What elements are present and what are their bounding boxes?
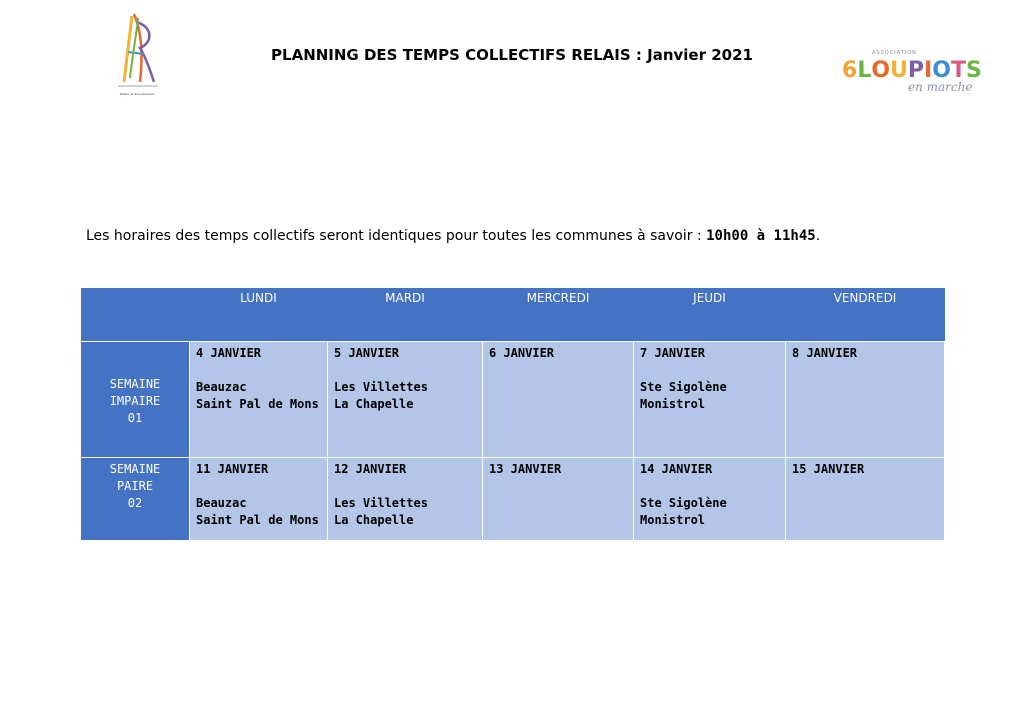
column-header-mercredi: MERCREDI — [483, 288, 634, 342]
day-date: 13 JANVIER — [489, 462, 562, 476]
day-cell — [328, 458, 483, 541]
relais-logo-caption: Relais de Sous Sichaux — [120, 92, 155, 96]
column-header-mardi: MARDI — [328, 288, 483, 342]
day-date: 6 JANVIER — [489, 346, 555, 360]
day-date: 15 JANVIER — [792, 462, 865, 476]
week-label: 02 — [127, 496, 143, 510]
day-date: 7 JANVIER — [640, 346, 706, 360]
week-label-cell — [81, 458, 190, 541]
location-name: Ste Sigolène — [640, 496, 727, 510]
loupiots-logo-small: ASSOCIATION — [872, 50, 917, 56]
week-label: IMPAIRE — [109, 394, 161, 408]
table-header-row — [81, 288, 945, 342]
day-cell — [190, 342, 328, 458]
day-cell — [786, 458, 945, 541]
day-cell — [483, 342, 634, 458]
loupiots-logo-sub: en marche — [908, 80, 973, 94]
brand-letter: O — [932, 58, 951, 83]
column-header-jeudi: JEUDI — [634, 288, 786, 342]
location-name: La Chapelle — [334, 513, 414, 527]
week-label: 01 — [127, 411, 143, 425]
brand-letter: I — [924, 58, 933, 83]
location-name: Les Villettes — [334, 496, 428, 510]
week-label: PAIRE — [116, 479, 154, 493]
location-name: Saint Pal de Mons — [196, 513, 319, 527]
brand-letter: 6 — [842, 58, 858, 83]
day-date: 8 JANVIER — [792, 346, 858, 360]
day-date: 5 JANVIER — [334, 346, 400, 360]
location-name: Beauzac — [196, 380, 247, 394]
day-date: 4 JANVIER — [196, 346, 262, 360]
location-name: Beauzac — [196, 496, 247, 510]
brand-letter: T — [950, 58, 966, 83]
day-date: 12 JANVIER — [334, 462, 407, 476]
day-cell — [634, 458, 786, 541]
column-header — [81, 288, 190, 342]
location-name: La Chapelle — [334, 397, 414, 411]
intro-hours: 10h00 à 11h45 — [706, 228, 816, 244]
column-header-vendredi: VENDREDI — [786, 288, 945, 342]
location-name: Ste Sigolène — [640, 380, 727, 394]
location-name: Monistrol — [640, 513, 706, 527]
day-cell — [328, 342, 483, 458]
day-cell — [634, 342, 786, 458]
table-row — [81, 342, 945, 458]
brand-letter: U — [890, 58, 908, 83]
day-cell — [483, 458, 634, 541]
day-date: 14 JANVIER — [640, 462, 713, 476]
brand-letter: P — [907, 58, 925, 83]
brand-letter: O — [871, 58, 891, 83]
brand-letter: S — [965, 58, 982, 83]
intro-text — [86, 228, 820, 244]
intro-sentence: Les horaires des temps collectifs seront identiques pour toutes les communes à savoir : — [86, 228, 707, 244]
day-date: 11 JANVIER — [196, 462, 269, 476]
day-cell — [190, 458, 328, 541]
intro-end: . — [815, 228, 821, 244]
table-row — [81, 458, 945, 541]
location-name: Les Villettes — [334, 380, 428, 394]
day-cell — [786, 342, 945, 458]
week-label: SEMAINE — [109, 377, 161, 391]
week-label-cell — [81, 342, 190, 458]
brand-letter: L — [857, 58, 872, 83]
location-name: Monistrol — [640, 397, 706, 411]
location-name: Saint Pal de Mons — [196, 397, 319, 411]
page-title: PLANNING DES TEMPS COLLECTIFS RELAIS : Janvier 2021 — [271, 46, 753, 64]
week-label: SEMAINE — [109, 462, 161, 476]
planning-table — [80, 288, 945, 541]
loupiots-logo — [840, 50, 980, 100]
column-header-lundi: LUNDI — [190, 288, 328, 342]
